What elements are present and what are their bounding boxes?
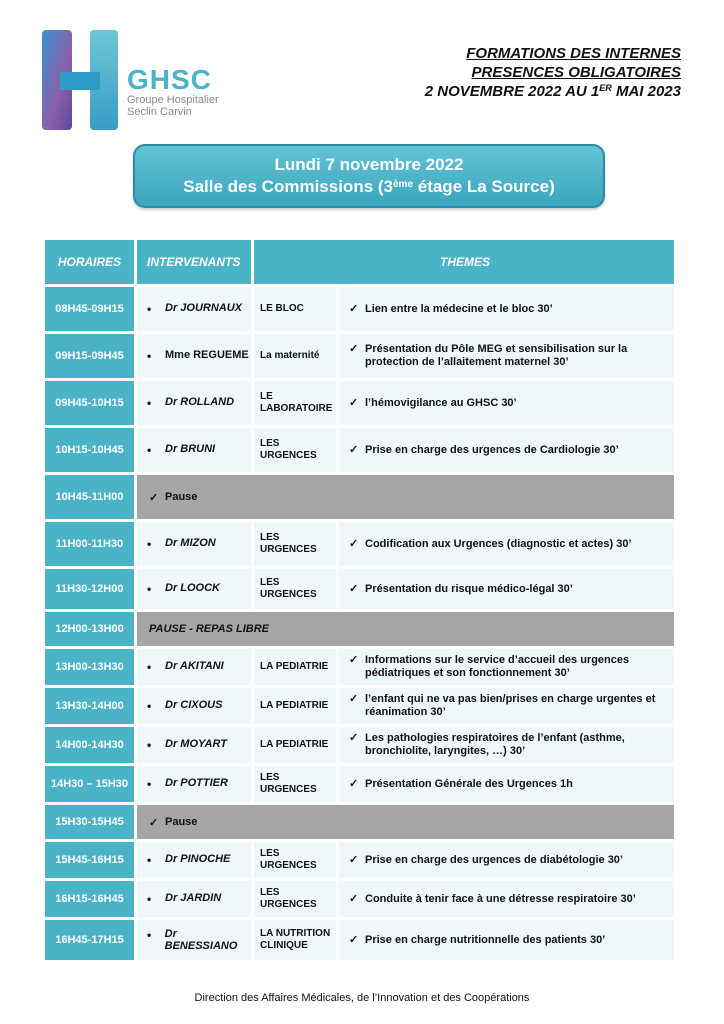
break-row [45,805,674,839]
theme-text: Les pathologies respiratoires de l’enfant (asthme, bronchiolite, laryngites, …) 30’ [365,732,625,757]
title-date-sup: ER [599,83,612,93]
intervenant-cell [137,287,251,331]
bullet-icon: • [147,443,152,457]
location-pre: Salle des Commissions (3 [183,177,393,196]
check-icon: ✓ [149,816,159,829]
intervenant-name: Dr POTTIER [165,777,228,789]
intervenant-name: Dr MIZON [165,537,216,549]
department: LES URGENCES [254,881,336,917]
bullet-icon: • [147,660,152,674]
check-icon: ✓ [349,396,359,409]
bullet-icon: • [147,582,152,596]
intervenant-cell [137,881,251,917]
table-header-row [45,240,674,284]
bullet-icon: • [147,777,152,791]
theme-cell [339,727,674,763]
break-cell [137,612,674,646]
theme-cell [339,569,674,609]
time-slot: 08H45-09H15 [45,287,134,331]
check-icon: ✓ [349,537,359,550]
check-icon: ✓ [349,853,359,866]
theme-cell [339,920,674,960]
theme-cell [339,649,674,685]
bullet-icon: • [147,699,152,713]
time-slot: 10H15-10H45 [45,428,134,472]
theme-cell [339,766,674,802]
schedule-table [45,240,674,960]
intervenant-cell [137,727,251,763]
logo-subtitle-2: Seclin Carvin [127,106,192,118]
theme-text: Prise en charge nutritionnelle des patients 30’ [365,933,606,946]
logo-subtitle-1: Groupe Hospitalier [127,94,219,106]
session-location [135,176,603,198]
theme-text: Codification aux Urgences (diagnostic et actes) 30’ [365,537,632,550]
check-icon: ✓ [349,892,359,905]
intervenant-name: Dr CIXOUS [165,699,223,711]
theme-text: Informations sur le service d’accueil des urgences pédiatriques et son fonctionnement 30’ [365,654,630,679]
theme-cell [339,881,674,917]
table-row [45,920,674,960]
theme-text: l’enfant qui ne va pas bien/prises en charge urgentes et réanimation 30’ [365,693,656,718]
intervenant-cell [137,688,251,724]
intervenant-name: Dr JARDIN [165,892,222,904]
check-icon: ✓ [349,732,359,744]
intervenant-cell [137,766,251,802]
title-line-3 [425,82,681,101]
break-label: PAUSE - REPAS LIBRE [149,623,269,635]
intervenant-name: Dr MOYART [165,738,227,750]
time-slot: 16H45-17H15 [45,920,134,960]
break-row [45,475,674,519]
logo-brand: GHSC [127,64,212,95]
intervenant-name: Dr JOURNAUX [165,302,243,314]
time-slot: 14H00-14H30 [45,727,134,763]
bullet-icon: • [147,396,152,410]
document-title [425,44,681,101]
department: LA PEDIATRIE [254,727,336,763]
time-slot: 13H00-13H30 [45,649,134,685]
break-label: Pause [165,491,198,503]
intervenant-name: Dr ROLLAND [165,396,235,408]
check-icon: ✓ [349,582,359,595]
break-cell [137,475,674,519]
footer-text: Direction des Affaires Médicales, de l’Innovation et des Coopérations [194,992,530,1004]
intervenant-name: Dr BENESSIANO [164,928,238,952]
title-date-start: 2 NOVEMBRE 2022 AU 1 [424,83,600,100]
time-slot: 16H15-16H45 [45,881,134,917]
intervenant-name: Mme REGUEME [165,349,249,361]
bullet-icon: • [147,738,152,752]
bullet-icon: • [147,537,152,551]
intervenant-cell [137,569,251,609]
department: LES URGENCES [254,766,336,802]
time-slot: 10H45-11H00 [45,475,134,519]
table-row [45,727,674,763]
intervenant-name: Dr BRUNI [165,443,216,455]
check-icon: ✓ [349,343,359,355]
theme-cell [339,842,674,878]
theme-text: Conduite à tenir face à une détresse respiratoire 30’ [365,892,636,905]
theme-cell [339,381,674,425]
location-sup: ème [393,179,414,190]
table-row [45,881,674,917]
department: LES URGENCES [254,428,336,472]
check-icon: ✓ [349,654,359,666]
table-row [45,842,674,878]
intervenant-cell [137,428,251,472]
bullet-icon: • [147,892,152,906]
check-icon: ✓ [349,693,359,705]
table-row [45,688,674,724]
theme-cell [339,428,674,472]
department: LE LABORATOIRE [254,381,336,425]
department: LA NUTRITION CLINIQUE [254,920,336,960]
theme-text: Prise en charge des urgences de Cardiologie 30’ [365,443,619,456]
table-row [45,766,674,802]
theme-cell [339,287,674,331]
theme-text: Prise en charge des urgences de diabétologie 30’ [365,853,623,866]
department: LA PEDIATRIE [254,649,336,685]
theme-cell [339,688,674,724]
intervenant-cell [137,522,251,566]
time-slot: 15H45-16H15 [45,842,134,878]
break-cell [137,805,674,839]
intervenant-name: Dr LOOCK [165,582,220,594]
title-line-1: FORMATIONS DES INTERNES [466,45,681,62]
logo-text [127,66,219,118]
table-row [45,381,674,425]
theme-text: Présentation du Pôle MEG et sensibilisation sur la protection de l’allaitement maternel 30’ [365,343,628,368]
time-slot: 14H30 – 15H30 [45,766,134,802]
bullet-icon: • [147,349,152,363]
check-icon: ✓ [149,491,159,504]
time-slot: 11H30-12H00 [45,569,134,609]
header-intervenants: INTERVENANTS [137,240,251,284]
title-date-end: MAI 2023 [611,83,681,100]
department: LE BLOC [254,287,336,331]
location-post: étage La Source) [413,177,555,196]
intervenant-cell [137,920,251,960]
theme-text: l’hémovigilance au GHSC 30’ [365,396,517,409]
time-slot: 13H30-14H00 [45,688,134,724]
session-banner [133,144,605,208]
bullet-icon: • [147,302,152,316]
header-horaires: HORAIRES [45,240,134,284]
break-label: Pause [165,816,198,828]
title-line-2: PRESENCES OBLIGATOIRES [471,64,681,81]
department: LES URGENCES [254,522,336,566]
theme-text: Présentation Générale des Urgences 1h [365,777,573,790]
department: LES URGENCES [254,842,336,878]
check-icon: ✓ [349,933,359,946]
time-slot: 09H45-10H15 [45,381,134,425]
time-slot: 11H00-11H30 [45,522,134,566]
ghsc-h-mark-icon [40,28,130,138]
theme-cell [339,334,674,378]
table-row [45,428,674,472]
break-row [45,612,674,646]
time-slot: 12H00-13H00 [45,612,134,646]
bullet-icon: • [147,853,152,867]
check-icon: ✓ [349,302,359,315]
time-slot: 15H30-15H45 [45,805,134,839]
intervenant-cell [137,334,251,378]
table-row [45,569,674,609]
bullet-icon: • [147,928,152,942]
check-icon: ✓ [349,777,359,790]
department: LES URGENCES [254,569,336,609]
theme-text: Lien entre la médecine et le bloc 30’ [365,302,553,315]
department: LA PEDIATRIE [254,688,336,724]
theme-cell [339,522,674,566]
intervenant-name: Dr AKITANI [165,660,224,672]
check-icon: ✓ [349,443,359,456]
intervenant-cell [137,842,251,878]
header-themes: THEMES [254,240,674,284]
theme-text: Présentation du risque médico-légal 30’ [365,582,573,595]
department: La maternité [254,334,336,378]
intervenant-cell [137,381,251,425]
table-row [45,334,674,378]
table-row [45,522,674,566]
table-row [45,287,674,331]
intervenant-name: Dr PINOCHE [165,853,231,865]
table-row [45,649,674,685]
session-date: Lundi 7 novembre 2022 [274,155,464,174]
time-slot: 09H15-09H45 [45,334,134,378]
intervenant-cell [137,649,251,685]
